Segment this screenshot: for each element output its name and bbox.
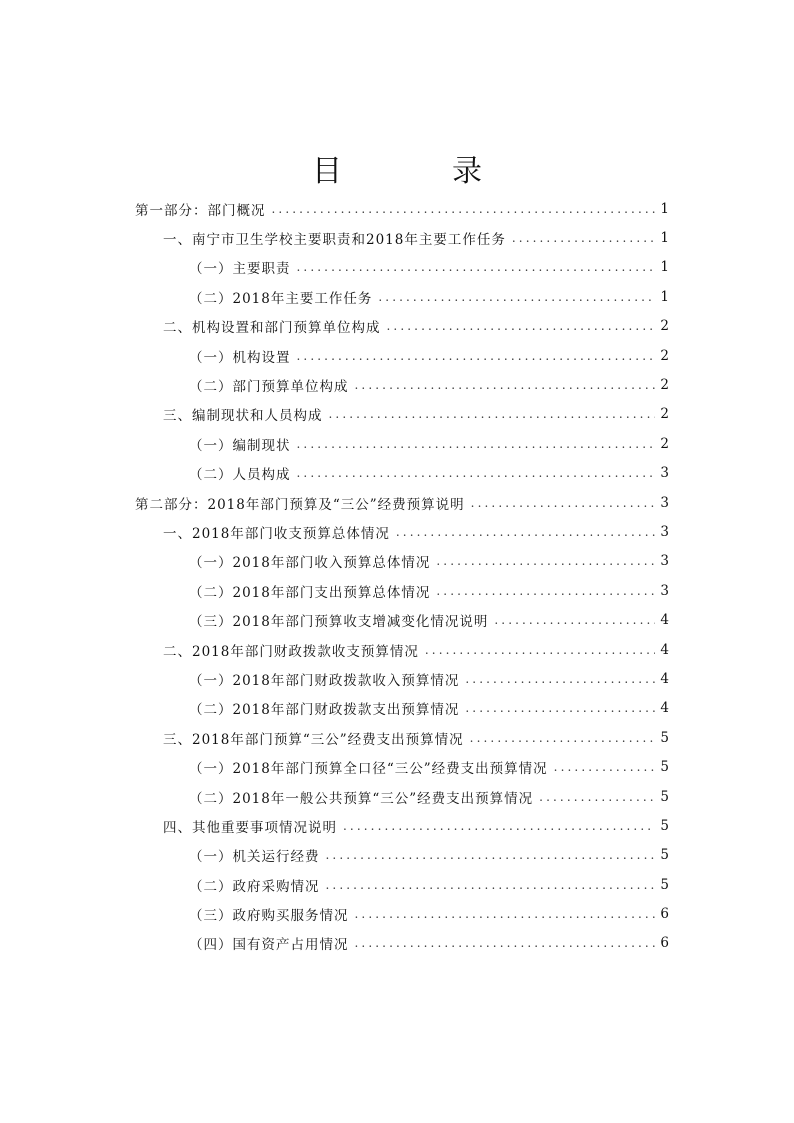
toc-leader-dots xyxy=(297,466,656,480)
toc-page-number: 2 xyxy=(660,435,669,452)
toc-entry[interactable] xyxy=(135,870,669,899)
toc-leader-dots xyxy=(539,790,655,804)
toc-page-number: 5 xyxy=(660,817,669,834)
toc-page-number: 2 xyxy=(660,318,669,335)
toc-entry[interactable] xyxy=(135,811,669,840)
toc-entry[interactable] xyxy=(135,253,669,282)
toc-entry-text: （一）机关运行经费 xyxy=(189,849,320,866)
toc-entry-text: （二）2018年部门支出预算总体情况 xyxy=(189,584,431,601)
toc-leader-dots xyxy=(436,584,655,598)
toc-page-number: 3 xyxy=(660,553,669,570)
toc-entry[interactable] xyxy=(135,752,669,781)
toc-page-number: 3 xyxy=(660,465,669,482)
toc-leader-dots xyxy=(272,202,656,216)
toc-entry-text: （三）政府购买服务情况 xyxy=(189,908,349,925)
toc-page-number: 4 xyxy=(660,641,669,658)
toc-leader-dots xyxy=(297,437,656,451)
toc-leader-dots xyxy=(465,701,655,715)
toc-leader-dots xyxy=(355,907,656,921)
toc-leader-dots xyxy=(326,848,656,862)
toc-page-number: 5 xyxy=(660,788,669,805)
toc-leader-dots xyxy=(387,319,656,333)
toc-leader-dots xyxy=(326,878,656,892)
toc-leader-dots xyxy=(425,643,655,657)
toc-entry[interactable] xyxy=(135,429,669,458)
toc-page-number: 4 xyxy=(660,700,669,717)
toc-entry-text: （四）国有资产占用情况 xyxy=(189,937,349,954)
toc-entry-text: 三、2018年部门预算“三公”经费支出预算情况 xyxy=(163,731,464,748)
toc-title: 目 录 xyxy=(312,154,522,189)
toc-page-number: 6 xyxy=(660,906,669,923)
toc-entry-text: 第一部分：部门概况 xyxy=(135,202,266,219)
toc-page-number: 5 xyxy=(660,876,669,893)
toc-entry[interactable] xyxy=(135,576,669,605)
toc-leader-dots xyxy=(297,349,656,363)
toc-entry[interactable] xyxy=(135,400,669,429)
table-of-contents xyxy=(135,194,669,958)
toc-entry-text: 二、机构设置和部门预算单位构成 xyxy=(163,320,381,337)
toc-page-number: 2 xyxy=(660,347,669,364)
toc-entry[interactable] xyxy=(135,194,669,223)
toc-entry-text: （三）2018年部门预算收支增减变化情况说明 xyxy=(189,614,489,631)
toc-entry[interactable] xyxy=(135,282,669,311)
toc-page-number: 5 xyxy=(660,759,669,776)
toc-page-number: 4 xyxy=(660,612,669,629)
toc-entry-text: （一）主要职责 xyxy=(189,261,291,278)
toc-entry-text: （一）编制现状 xyxy=(189,437,291,454)
toc-page-number: 2 xyxy=(660,377,669,394)
toc-entry[interactable] xyxy=(135,635,669,664)
toc-entry-text: （二）2018年主要工作任务 xyxy=(189,290,373,307)
toc-leader-dots xyxy=(329,407,656,421)
toc-page-number: 3 xyxy=(660,494,669,511)
toc-leader-dots xyxy=(470,731,655,745)
toc-leader-dots xyxy=(297,260,656,274)
toc-leader-dots xyxy=(471,496,655,510)
toc-leader-dots xyxy=(436,554,655,568)
toc-page-number: 2 xyxy=(660,406,669,423)
toc-entry-text: （一）机构设置 xyxy=(189,349,291,366)
toc-entry[interactable] xyxy=(135,488,669,517)
toc-leader-dots xyxy=(554,760,655,774)
toc-entry-text: （一）2018年部门收入预算总体情况 xyxy=(189,555,431,572)
toc-page-number: 1 xyxy=(660,288,669,305)
toc-leader-dots xyxy=(512,231,655,245)
toc-entry-text: （二）人员构成 xyxy=(189,467,291,484)
toc-entry-text: 一、2018年部门收支预算总体情况 xyxy=(163,525,390,542)
toc-entry-text: 三、编制现状和人员构成 xyxy=(163,408,323,425)
toc-entry-text: （一）2018年部门预算全口径“三公”经费支出预算情况 xyxy=(189,761,548,778)
toc-leader-dots xyxy=(465,672,655,686)
toc-page-number: 1 xyxy=(660,230,669,247)
toc-entry-text: 二、2018年部门财政拨款收支预算情况 xyxy=(163,643,419,660)
toc-entry[interactable] xyxy=(135,223,669,252)
toc-page-number: 5 xyxy=(660,729,669,746)
toc-leader-dots xyxy=(355,378,656,392)
toc-entry-text: （二）2018年部门财政拨款支出预算情况 xyxy=(189,702,460,719)
toc-entry-text: （二）部门预算单位构成 xyxy=(189,379,349,396)
toc-page-number: 5 xyxy=(660,847,669,864)
toc-entry[interactable] xyxy=(135,899,669,928)
toc-entry[interactable] xyxy=(135,664,669,693)
toc-page-number: 3 xyxy=(660,582,669,599)
toc-leader-dots xyxy=(494,613,655,627)
toc-entry[interactable] xyxy=(135,341,669,370)
toc-page-number: 4 xyxy=(660,670,669,687)
toc-entry[interactable] xyxy=(135,841,669,870)
toc-entry-text: 四、其他重要事项情况说明 xyxy=(163,819,337,836)
toc-entry[interactable] xyxy=(135,370,669,399)
toc-entry[interactable] xyxy=(135,312,669,341)
toc-entry[interactable] xyxy=(135,459,669,488)
toc-page-number: 6 xyxy=(660,935,669,952)
toc-page-number: 1 xyxy=(660,200,669,217)
toc-entry[interactable] xyxy=(135,517,669,546)
toc-entry-text: （二）2018年一般公共预算“三公”经费支出预算情况 xyxy=(189,790,534,807)
toc-entry[interactable] xyxy=(135,723,669,752)
toc-entry[interactable] xyxy=(135,782,669,811)
toc-leader-dots xyxy=(378,290,655,304)
toc-entry[interactable] xyxy=(135,694,669,723)
toc-entry-text: （一）2018年部门财政拨款收入预算情况 xyxy=(189,672,460,689)
toc-entry[interactable] xyxy=(135,547,669,576)
toc-leader-dots xyxy=(355,936,656,950)
toc-entry[interactable] xyxy=(135,605,669,634)
toc-entry-text: 一、南宁市卫生学校主要职责和2018年主要工作任务 xyxy=(163,232,506,249)
toc-entry-text: 第二部分：2018年部门预算及“三公”经费预算说明 xyxy=(135,496,465,513)
toc-entry[interactable] xyxy=(135,929,669,958)
toc-page-number: 1 xyxy=(660,259,669,276)
toc-page-number: 3 xyxy=(660,523,669,540)
toc-leader-dots xyxy=(343,819,655,833)
toc-entry-text: （二）政府采购情况 xyxy=(189,878,320,895)
toc-leader-dots xyxy=(396,525,655,539)
